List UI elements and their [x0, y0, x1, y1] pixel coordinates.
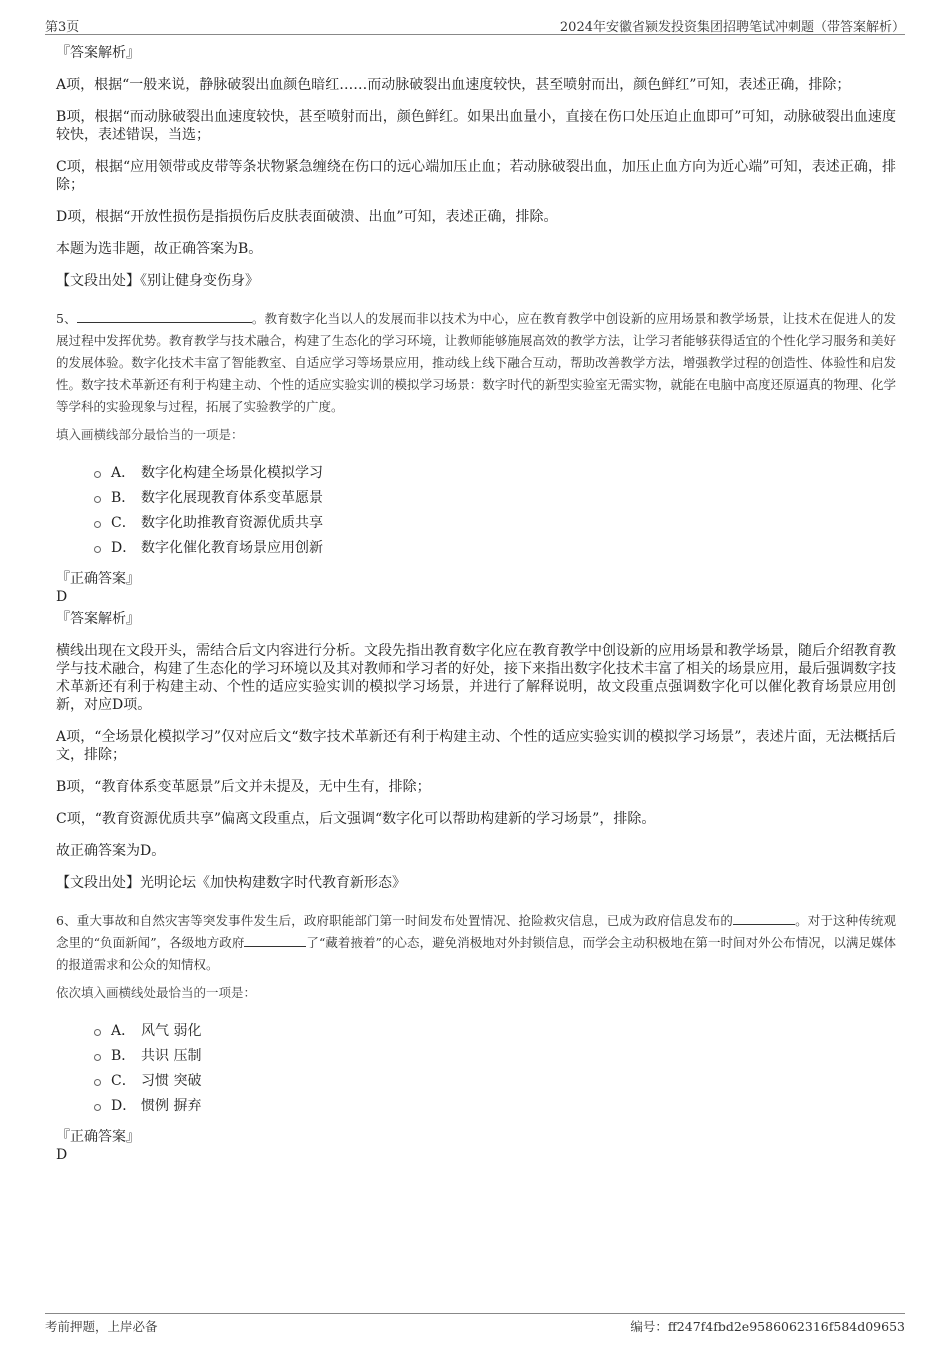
- page-footer: [45, 1313, 905, 1334]
- q5-number: 5、: [56, 311, 77, 326]
- q5-text: 。教育数字化当以人的发展而非以技术为中心，应在教育教学中创设新的应用场景和教学场景，让技术在促进人的发展过程中发挥优势。教育教学与技术融合，构建了生态化的学习环境，让教师能够施展高效的教学方法，让学习者能够获得适宜的个性化学习服务和美好的发展体验。数字化技术丰富了智能教室、自适应学习等场景应用，推动线上线下融合互动，帮助改善教学方法，增强教学过程的创造性、体验性和启发性。数字技术革新还有利于构建主动、个性的适应实验实训的模拟学习场景：数字时代的新型实验室无需实物，就能在电脑中高度还原逼真的物理、化学等学科的实验现象与过程，拓展了实验教学的广度。: [56, 311, 896, 414]
- q4-analysis-label: 『答案解析』: [56, 45, 140, 61]
- q6-answer-label: 『正确答案』: [56, 1129, 140, 1145]
- radio-icon[interactable]: [94, 496, 101, 503]
- q6-option-c[interactable]: C． 习惯 突破: [94, 1068, 896, 1093]
- q5-prompt: 填入画横线部分最恰当的一项是：: [56, 427, 244, 442]
- q6-options: [94, 1018, 896, 1118]
- q4-analysis-c: C项，根据“应用领带或皮带等条状物紧急缠绕在伤口的远心端加压止血；若动脉破裂出血，加压止血方向为近心端”可知，表述正确，排除；: [56, 159, 896, 193]
- q6-option-a[interactable]: A． 风气 弱化: [94, 1018, 896, 1043]
- q5-analysis-c: C项，“教育资源优质共享”偏离文段重点，后文强调“数字化可以帮助构建新的学习场景”，排除。: [56, 811, 656, 827]
- q6-option-b[interactable]: B． 共识 压制: [94, 1043, 896, 1068]
- q6-stem: 6、重大事故和自然灾害等突发事件发生后，政府职能部门第一时间发布处置情况、抢险救灾信息，已成为政府信息发布的 。对于这种传统观念里的“负面新闻”，各级地方政府 了“藏着掖着”的心态，避免消极地对外封锁信息，而学会主动积极地在第一时间对外公布情况，以满足媒体的报道需求和公众的知情权。: [56, 913, 896, 972]
- q5-stem: [56, 308, 896, 418]
- q6-blank-1: [733, 924, 795, 925]
- q5-analysis-label: 『答案解析』: [56, 611, 140, 627]
- radio-icon[interactable]: [94, 1079, 101, 1086]
- q5-analysis-b: B项，“教育体系变革愿景”后文并未提及，无中生有，排除；: [56, 779, 431, 795]
- radio-icon[interactable]: [94, 521, 101, 528]
- radio-icon[interactable]: [94, 471, 101, 478]
- q5-option-c[interactable]: C． 数字化助推教育资源优质共享: [94, 510, 896, 535]
- radio-icon[interactable]: [94, 546, 101, 553]
- q4-source: 【文段出处】《别让健身变伤身》: [56, 273, 259, 289]
- q6-prompt: 依次填入画横线处最恰当的一项是：: [56, 985, 257, 1000]
- q6-option-d[interactable]: D． 惯例 摒弃: [94, 1093, 896, 1118]
- q4-analysis-a: A项，根据“一般来说，静脉破裂出血颜色暗红……而动脉破裂出血速度较快，甚至喷射而出，颜色鲜红”可知，表述正确，排除；: [56, 77, 851, 93]
- page-header: [45, 14, 905, 35]
- q5-blank: [77, 322, 252, 323]
- footer-serial: 编号：ff247f4fbd2e9586062316f584d09653: [630, 1319, 905, 1334]
- q5-option-a[interactable]: A． 数字化构建全场景化模拟学习: [94, 460, 896, 485]
- q6-blank-2: [244, 946, 306, 947]
- document-title: 2024年安徽省颍发投资集团招聘笔试冲刺题（带答案解析）: [559, 20, 905, 35]
- page-number: 第3页: [45, 20, 80, 35]
- radio-icon[interactable]: [94, 1054, 101, 1061]
- q5-source: 【文段出处】光明论坛《加快构建数字时代教育新形态》: [56, 875, 406, 891]
- q4-analysis-b: B项，根据“而动脉破裂出血速度较快，甚至喷射而出，颜色鲜红。如果出血量小，直接在伤口处压迫止血即可”可知，动脉破裂出血速度较快，表述错误，当选；: [56, 109, 896, 143]
- q6-answer: D: [56, 1147, 68, 1163]
- q5-answer-label: 『正确答案』: [56, 571, 140, 587]
- q4-analysis-d: D项，根据“开放性损伤是指损伤后皮肤表面破溃、出血”可知，表述正确，排除。: [56, 209, 558, 225]
- q5-option-d[interactable]: D． 数字化催化教育场景应用创新: [94, 535, 896, 560]
- q5-analysis-a: A项，“全场景化模拟学习”仅对应后文“数字技术革新还有利于构建主动、个性的适应实验实训的模拟学习场景”，表述片面，无法概括后文，排除；: [56, 729, 896, 763]
- q5-conclusion: 故正确答案为D。: [56, 843, 166, 859]
- q5-option-b[interactable]: B． 数字化展现教育体系变革愿景: [94, 485, 896, 510]
- q4-conclusion: 本题为选非题，故正确答案为B。: [56, 241, 263, 257]
- q6-number: 6、: [56, 913, 77, 928]
- q5-analysis-main: 横线出现在文段开头，需结合后文内容进行分析。文段先指出教育数字化应在教育教学中创设新的应用场景和教学场景，随后介绍教育教学与技术融合，构建了生态化的学习环境以及其对教师和学习者的好处，接下来指出数字化技术丰富了相关的场景应用，最后强调数字技术革新还有利于构建主动、个性的适应实验实训的模拟学习场景，并进行了解释说明，故文段重点强调数字化可以催化教育场景应用创新，对应D项。: [56, 643, 896, 713]
- radio-icon[interactable]: [94, 1104, 101, 1111]
- q5-options: [94, 460, 896, 560]
- footer-slogan: 考前押题，上岸必备: [45, 1319, 158, 1334]
- q5-answer: D: [56, 589, 68, 605]
- radio-icon[interactable]: [94, 1029, 101, 1036]
- document-body: [56, 44, 896, 1168]
